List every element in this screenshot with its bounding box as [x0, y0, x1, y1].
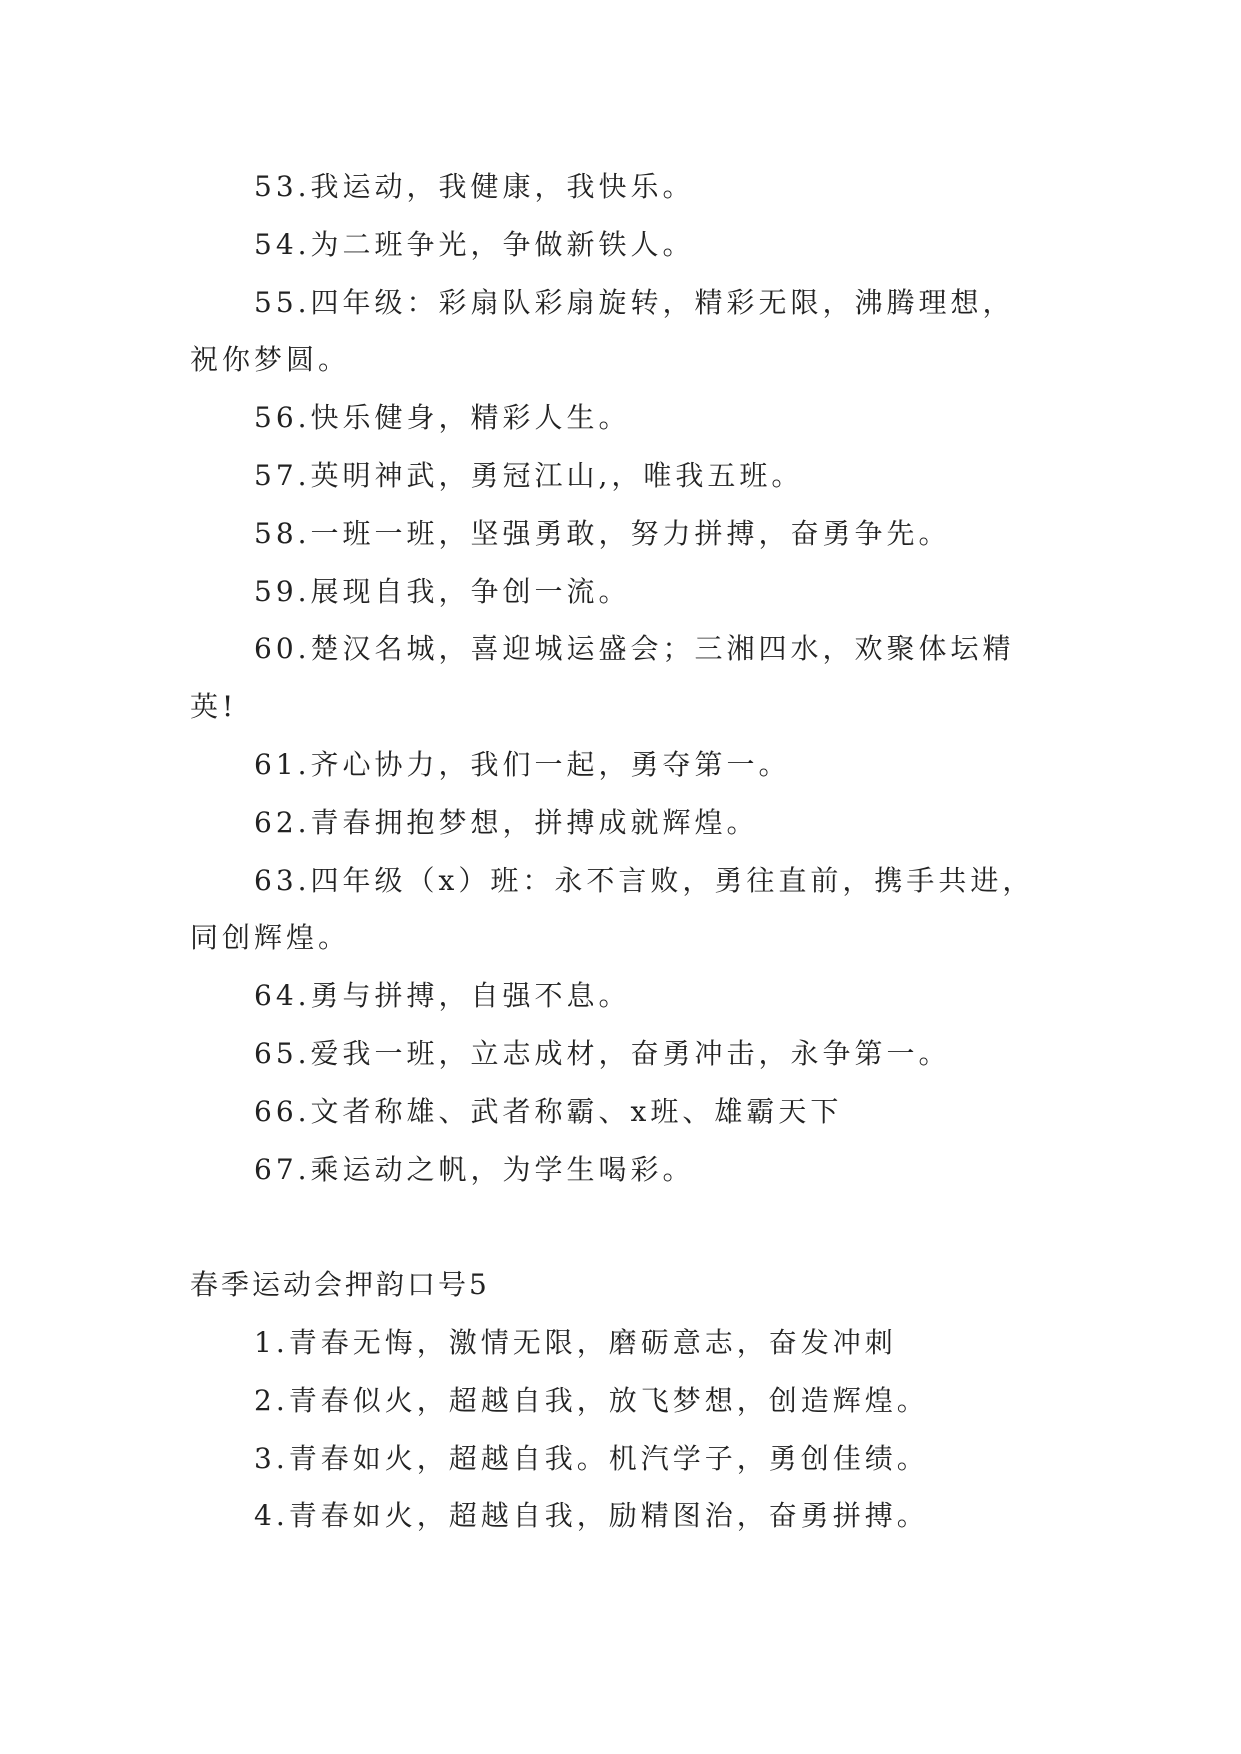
slogan-line: 3.青春如火，超越自我。机汽学子，勇创佳绩。 [254, 1441, 929, 1475]
slogan-line: 64.勇与拼搏，自强不息。 [254, 979, 631, 1013]
slogan-line: 65.爱我一班，立志成材，奋勇冲击，永争第一。 [254, 1036, 951, 1070]
slogan-line: 58.一班一班，坚强勇敢，努力拼搏，奋勇争先。 [254, 516, 951, 550]
slogan-line: 53.我运动，我健康，我快乐。 [254, 170, 695, 203]
slogan-line: 4.青春如火，超越自我，励精图治，奋勇拼搏。 [254, 1499, 929, 1533]
slogan-line: 63.四年级（x）班：永不言败，勇往直前，携手共进， [254, 863, 1035, 897]
slogan-line: 62.青春拥抱梦想，拼搏成就辉煌。 [254, 805, 759, 839]
slogan-line: 59.展现自我，争创一流。 [254, 574, 631, 608]
slogan-line-continuation: 同创辉煌。 [190, 921, 351, 955]
section-gap [190, 1198, 1090, 1256]
slogan-line-continuation: 英! [190, 690, 238, 724]
slogan-line-continuation: 祝你梦圆。 [190, 343, 351, 377]
slogan-line: 67.乘运动之帆，为学生喝彩。 [254, 1152, 695, 1186]
slogan-line: 57.英明神武，勇冠江山,，唯我五班。 [254, 458, 804, 492]
document-body [190, 158, 1090, 1545]
slogan-line: 55.四年级：彩扇队彩扇旋转，精彩无限，沸腾理想， [254, 285, 1015, 319]
slogan-line: 56.快乐健身，精彩人生。 [254, 401, 631, 435]
slogan-line: 2.青春似火，超越自我，放飞梦想，创造辉煌。 [254, 1383, 929, 1417]
slogan-line: 1.青春无悔，激情无限，磨砺意志，奋发冲刺 [254, 1325, 897, 1359]
slogan-line: 54.为二班争光，争做新铁人。 [254, 227, 695, 261]
slogan-line: 61.齐心协力，我们一起，勇夺第一。 [254, 747, 791, 781]
slogan-line: 60.楚汉名城，喜迎城运盛会；三湘四水，欢聚体坛精 [254, 632, 1015, 666]
slogan-line: 66.文者称雄、武者称霸、x班、雄霸天下 [254, 1094, 843, 1128]
section-heading: 春季运动会押韵口号5 [190, 1268, 490, 1302]
